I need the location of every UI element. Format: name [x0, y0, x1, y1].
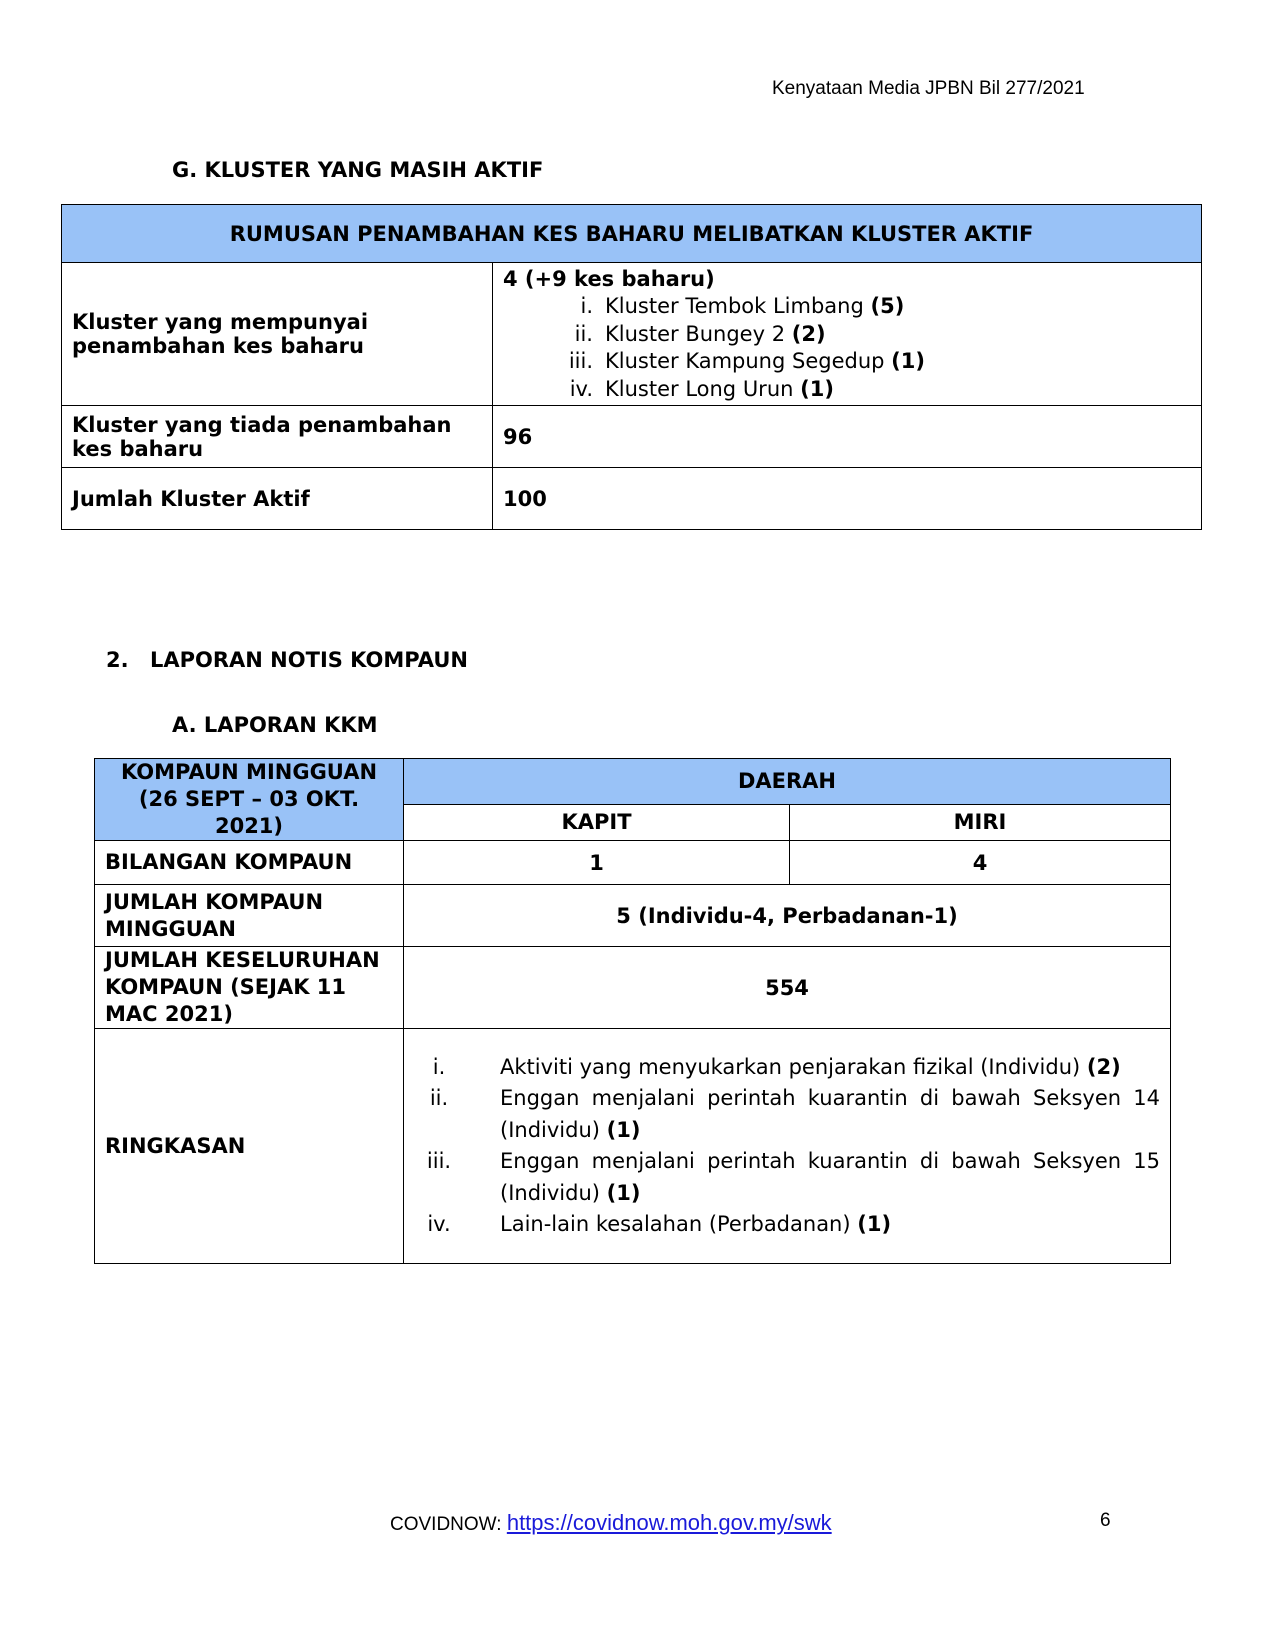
- summary-list: [414, 1052, 1160, 1241]
- footer: [390, 1510, 832, 1536]
- compound-table: [94, 758, 1171, 1264]
- daerah-header: DAERAH: [404, 759, 1171, 805]
- total-active-value: 100: [493, 468, 1202, 530]
- cluster-name: Kluster Tembok Limbang: [605, 294, 864, 318]
- row-label-new-cases: Kluster yang mempunyai penambahan kes baharu: [62, 263, 493, 406]
- section-number: 2.: [106, 648, 129, 672]
- compound-count-miri: 4: [790, 841, 1171, 885]
- miri-header: MIRI: [790, 804, 1171, 840]
- summary-text: Enggan menjalani perintah kuarantin di bawah Seksyen 14 (Individu): [500, 1086, 1160, 1142]
- kapit-header: KAPIT: [404, 804, 790, 840]
- summary-count: (2): [1086, 1054, 1121, 1079]
- new-cases-summary: 4 (+9 kes baharu): [503, 267, 715, 291]
- list-item: [503, 293, 1191, 321]
- row-label-total-active: Jumlah Kluster Aktif: [62, 468, 493, 530]
- row-label-no-new-cases: Kluster yang tiada penambahan kes baharu: [62, 406, 493, 468]
- summary-count: (1): [857, 1212, 892, 1236]
- list-item: [414, 1052, 1160, 1084]
- cluster-count: (1): [800, 376, 834, 401]
- summary-text: Aktiviti yang menyukarkan penjarakan fizikal (Individu): [500, 1054, 1081, 1079]
- cluster-count: (5): [870, 294, 905, 318]
- document-reference: Kenyataan Media JPBN Bil 277/2021: [772, 78, 1085, 99]
- covidnow-link[interactable]: https://covidnow.moh.gov.my/swk: [506, 1510, 832, 1535]
- weekly-total-label: JUMLAH KOMPAUN MINGGUAN: [95, 885, 404, 947]
- summary-count: (1): [606, 1180, 641, 1205]
- overall-total-value: 554: [404, 947, 1171, 1029]
- list-item: [503, 376, 1191, 404]
- cluster-count: (1): [891, 349, 925, 373]
- list-item: [503, 321, 1191, 349]
- page-number: 6: [1100, 1510, 1111, 1531]
- section-2a-title: A. LAPORAN KKM: [172, 713, 378, 737]
- summary-count: (1): [606, 1117, 641, 1142]
- compound-count-label: BILANGAN KOMPAUN: [95, 841, 404, 885]
- list-item-number: iv.: [569, 376, 593, 401]
- active-cluster-table-heading: RUMUSAN PENAMBAHAN KES BAHARU MELIBATKAN KLUSTER AKTIF: [62, 205, 1202, 263]
- footer-label: COVIDNOW:: [390, 1514, 507, 1535]
- summary-text: Enggan menjalani perintah kuarantin di bawah Seksyen 15 (Individu): [500, 1149, 1160, 1205]
- compound-count-kapit: 1: [404, 841, 790, 885]
- cluster-name: Kluster Kampung Segedup: [605, 349, 885, 373]
- list-item-number: iii.: [426, 1149, 452, 1173]
- new-cases-cell: [493, 263, 1202, 406]
- no-new-cases-value: 96: [493, 406, 1202, 468]
- section-title-text: LAPORAN NOTIS KOMPAUN: [150, 648, 468, 672]
- active-cluster-table: [61, 204, 1202, 530]
- summary-label: RINGKASAN: [95, 1029, 404, 1264]
- cluster-name: Kluster Bungey 2: [605, 321, 786, 346]
- list-item-number: ii.: [574, 321, 593, 346]
- weekly-total-value: 5 (Individu-4, Perbadanan-1): [404, 885, 1171, 947]
- list-item: [503, 348, 1191, 376]
- list-item-number: iv.: [427, 1212, 451, 1236]
- summary-cell: [404, 1029, 1171, 1264]
- cluster-count: (2): [791, 321, 826, 346]
- list-item: [414, 1146, 1160, 1209]
- list-item-number: i.: [432, 1054, 446, 1079]
- section-g-title: G. KLUSTER YANG MASIH AKTIF: [172, 158, 544, 182]
- cluster-list: [503, 293, 1191, 403]
- section-2-title: [106, 648, 468, 672]
- list-item-number: i.: [580, 294, 593, 318]
- list-item: [414, 1083, 1160, 1146]
- overall-total-label: JUMLAH KESELURUHAN KOMPAUN (SEJAK 11 MAC 2021): [95, 947, 404, 1029]
- cluster-name: Kluster Long Urun: [605, 376, 794, 401]
- list-item: [414, 1209, 1160, 1241]
- summary-text: Lain-lain kesalahan (Perbadanan): [500, 1212, 851, 1236]
- list-item-number: ii.: [429, 1086, 449, 1110]
- weekly-compound-header: KOMPAUN MINGGUAN (26 SEPT – 03 OKT. 2021): [95, 759, 404, 841]
- list-item-number: iii.: [568, 349, 593, 373]
